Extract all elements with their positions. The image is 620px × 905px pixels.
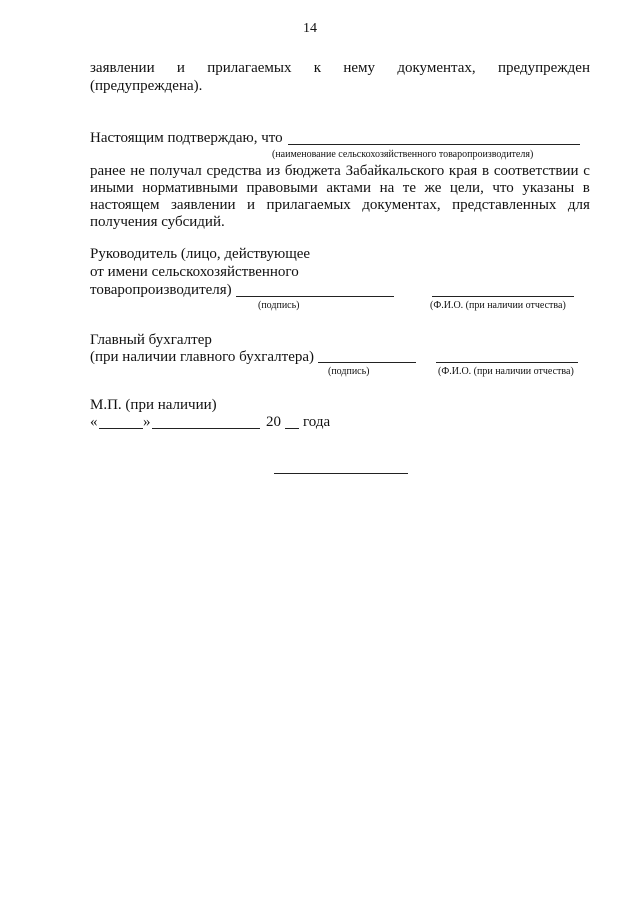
- confirm-line-1: [90, 163, 590, 180]
- word: же: [424, 180, 442, 196]
- accountant-name-caption: (Ф.И.О. (при наличии отчества): [438, 366, 574, 377]
- date-month-line[interactable]: [152, 428, 260, 429]
- producer-name-caption: (наименование сельскохозяйственного товаропроизводителя): [272, 149, 534, 160]
- word: средства: [206, 163, 262, 179]
- word: правовыми: [246, 180, 318, 196]
- head-title-line-3: товаропроизводителя): [90, 282, 232, 298]
- word: Забайкальского: [345, 163, 445, 179]
- word: не: [130, 163, 145, 179]
- word: указаны: [522, 180, 575, 196]
- word: края: [448, 163, 478, 179]
- word: в: [582, 180, 590, 196]
- word: прилагаемых: [266, 197, 351, 213]
- word: заявлении: [170, 197, 236, 213]
- word: заявлении: [90, 60, 155, 76]
- accountant-title-line-2: (при наличии главного бухгалтера): [90, 349, 315, 365]
- word: для: [567, 197, 590, 213]
- date-year-suffix: года: [303, 414, 331, 430]
- word: из: [266, 163, 281, 179]
- word: представленных: [452, 197, 557, 213]
- word: и: [176, 60, 185, 76]
- word: прилагаемых: [207, 60, 292, 76]
- end-separator-line: [274, 473, 408, 474]
- head-signature-caption: (подпись): [258, 300, 300, 311]
- word: те: [402, 180, 416, 196]
- word: иными: [90, 180, 134, 196]
- word: настоящем: [90, 197, 160, 213]
- word: с: [583, 163, 590, 179]
- accountant-signature-line[interactable]: [318, 362, 416, 363]
- intro-line-2: (предупреждена).: [90, 78, 203, 94]
- producer-name-line[interactable]: [288, 144, 580, 145]
- word: документах,: [362, 197, 441, 213]
- word: получал: [149, 163, 202, 179]
- date-close-quote: »: [143, 414, 151, 430]
- head-title-line-2: от имени сельскохозяйственного: [90, 264, 299, 280]
- word: на: [379, 180, 395, 196]
- accountant-signature-caption: (подпись): [328, 366, 370, 377]
- word: соответствии: [493, 163, 579, 179]
- date-open-quote: «: [90, 414, 98, 430]
- word: предупрежден: [497, 60, 590, 76]
- head-signature-line[interactable]: [236, 296, 394, 297]
- word: нормативными: [142, 180, 238, 196]
- intro-line-1: [90, 60, 590, 77]
- word: бюджета: [284, 163, 341, 179]
- word: цели,: [449, 180, 484, 196]
- word: ранее: [90, 163, 126, 179]
- word: и: [247, 197, 256, 213]
- date-year-prefix: 20: [266, 414, 281, 430]
- confirm-line-3: [90, 197, 590, 214]
- word: актами: [326, 180, 372, 196]
- confirm-line-2: [90, 180, 590, 197]
- head-name-caption: (Ф.И.О. (при наличии отчества): [430, 300, 566, 311]
- accountant-name-line[interactable]: [436, 362, 578, 363]
- head-title-line-1: Руководитель (лицо, действующее: [90, 246, 311, 262]
- date-year-line[interactable]: [285, 428, 299, 429]
- word: документах,: [397, 60, 476, 76]
- word: нему: [343, 60, 376, 76]
- date-day-line[interactable]: [99, 428, 143, 429]
- accountant-title-line-1: Главный бухгалтер: [90, 332, 212, 348]
- stamp-label: М.П. (при наличии): [90, 397, 217, 413]
- word: к: [313, 60, 322, 76]
- head-name-line[interactable]: [432, 296, 574, 297]
- confirm-line-4: получения субсидий.: [90, 214, 225, 230]
- word: в: [482, 163, 490, 179]
- word: что: [492, 180, 514, 196]
- confirm-lead: Настоящим подтверждаю, что: [90, 130, 283, 146]
- page-number: 14: [303, 21, 317, 36]
